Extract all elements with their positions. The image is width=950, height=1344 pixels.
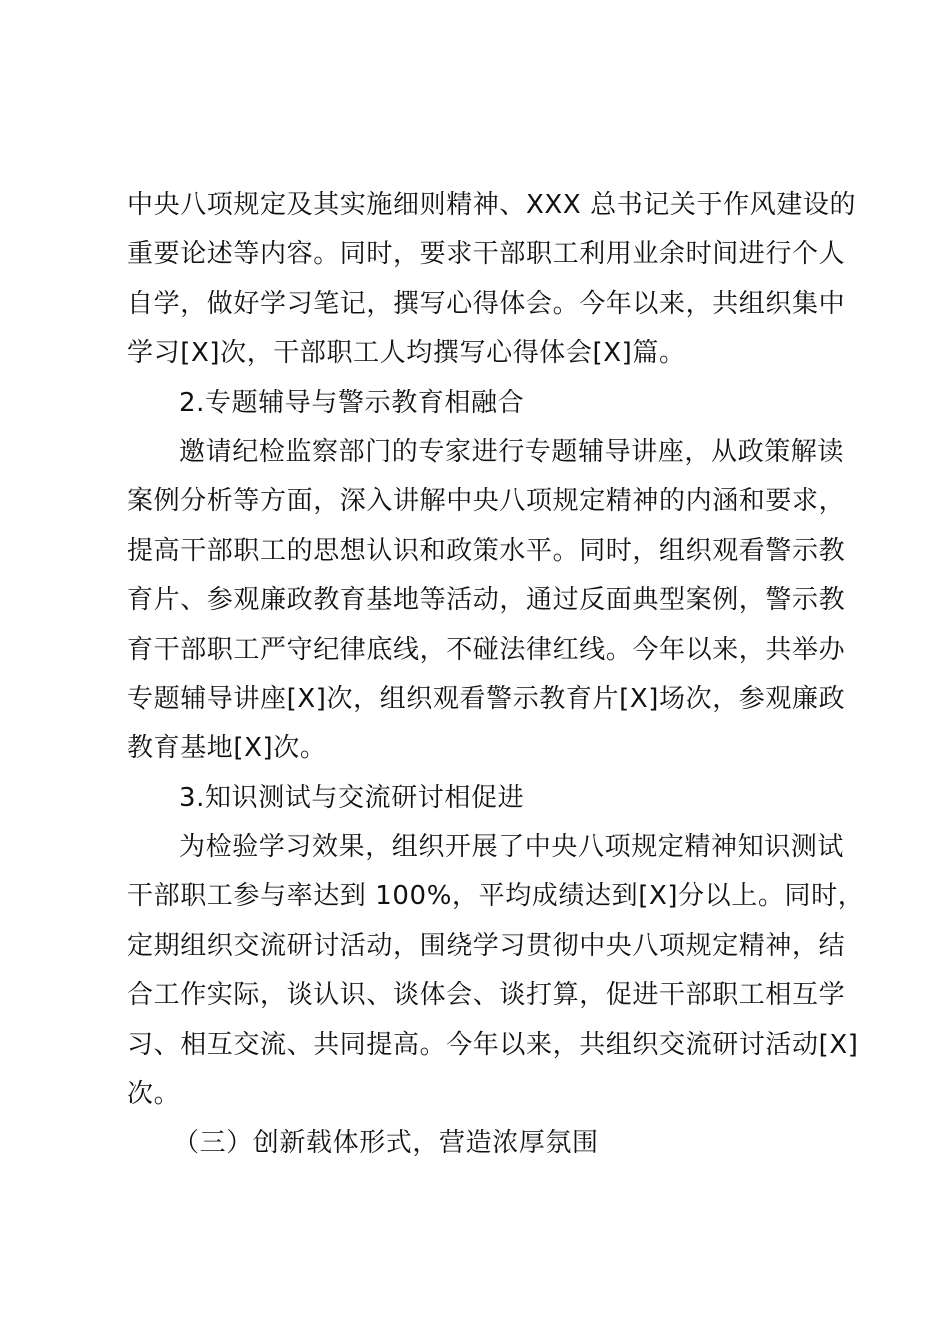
- paragraph-line: 教育基地[X]次。: [127, 733, 327, 764]
- subsection-heading: 3.知识测试与交流研讨相促进: [179, 782, 525, 813]
- paragraph-line: 专题辅导讲座[X]次，组织观看警示教育片[X]场次，参观廉政: [127, 683, 846, 714]
- paragraph-line: 学习[X]次，干部职工人均撰写心得体会[X]篇。: [127, 338, 686, 369]
- section-heading: （三）创新载体形式，营造浓厚氛围: [173, 1128, 599, 1159]
- paragraph-line: 提高干部职工的思想认识和政策水平。同时，组织观看警示教: [127, 535, 846, 566]
- paragraph-line: 为检验学习效果，组织开展了中央八项规定精神知识测试: [179, 832, 845, 863]
- paragraph-line: 习、相互交流、共同提高。今年以来，共组织交流研讨活动[X]: [127, 1029, 859, 1060]
- paragraph-line: 中央八项规定及其实施细则精神、XXX 总书记关于作风建设的: [127, 190, 857, 220]
- paragraph-line: 邀请纪检监察部门的专家进行专题辅导讲座，从政策解读: [179, 436, 845, 467]
- document-body: [127, 181, 865, 1169]
- paragraph-line: 合工作实际，谈认识、谈体会、谈打算，促进干部职工相互学: [127, 980, 846, 1011]
- paragraph-line: 育片、参观廉政教育基地等活动，通过反面典型案例，警示教: [127, 585, 846, 616]
- paragraph-line: 育干部职工严守纪律底线，不碰法律红线。今年以来，共举办: [127, 634, 846, 665]
- paragraph-line: 自学，做好学习笔记，撰写心得体会。今年以来，共组织集中: [127, 288, 846, 319]
- paragraph-line: 重要论述等内容。同时，要求干部职工利用业余时间进行个人: [127, 239, 846, 270]
- paragraph-line: 次。: [127, 1079, 181, 1110]
- paragraph-line: 干部职工参与率达到 100%，平均成绩达到[X]分以上。同时，: [127, 881, 865, 912]
- paragraph-line: 定期组织交流研讨活动，围绕学习贯彻中央八项规定精神，结: [127, 930, 846, 961]
- subsection-heading: 2.专题辅导与警示教育相融合: [179, 387, 525, 418]
- paragraph-line: 案例分析等方面，深入讲解中央八项规定精神的内涵和要求，: [127, 486, 846, 517]
